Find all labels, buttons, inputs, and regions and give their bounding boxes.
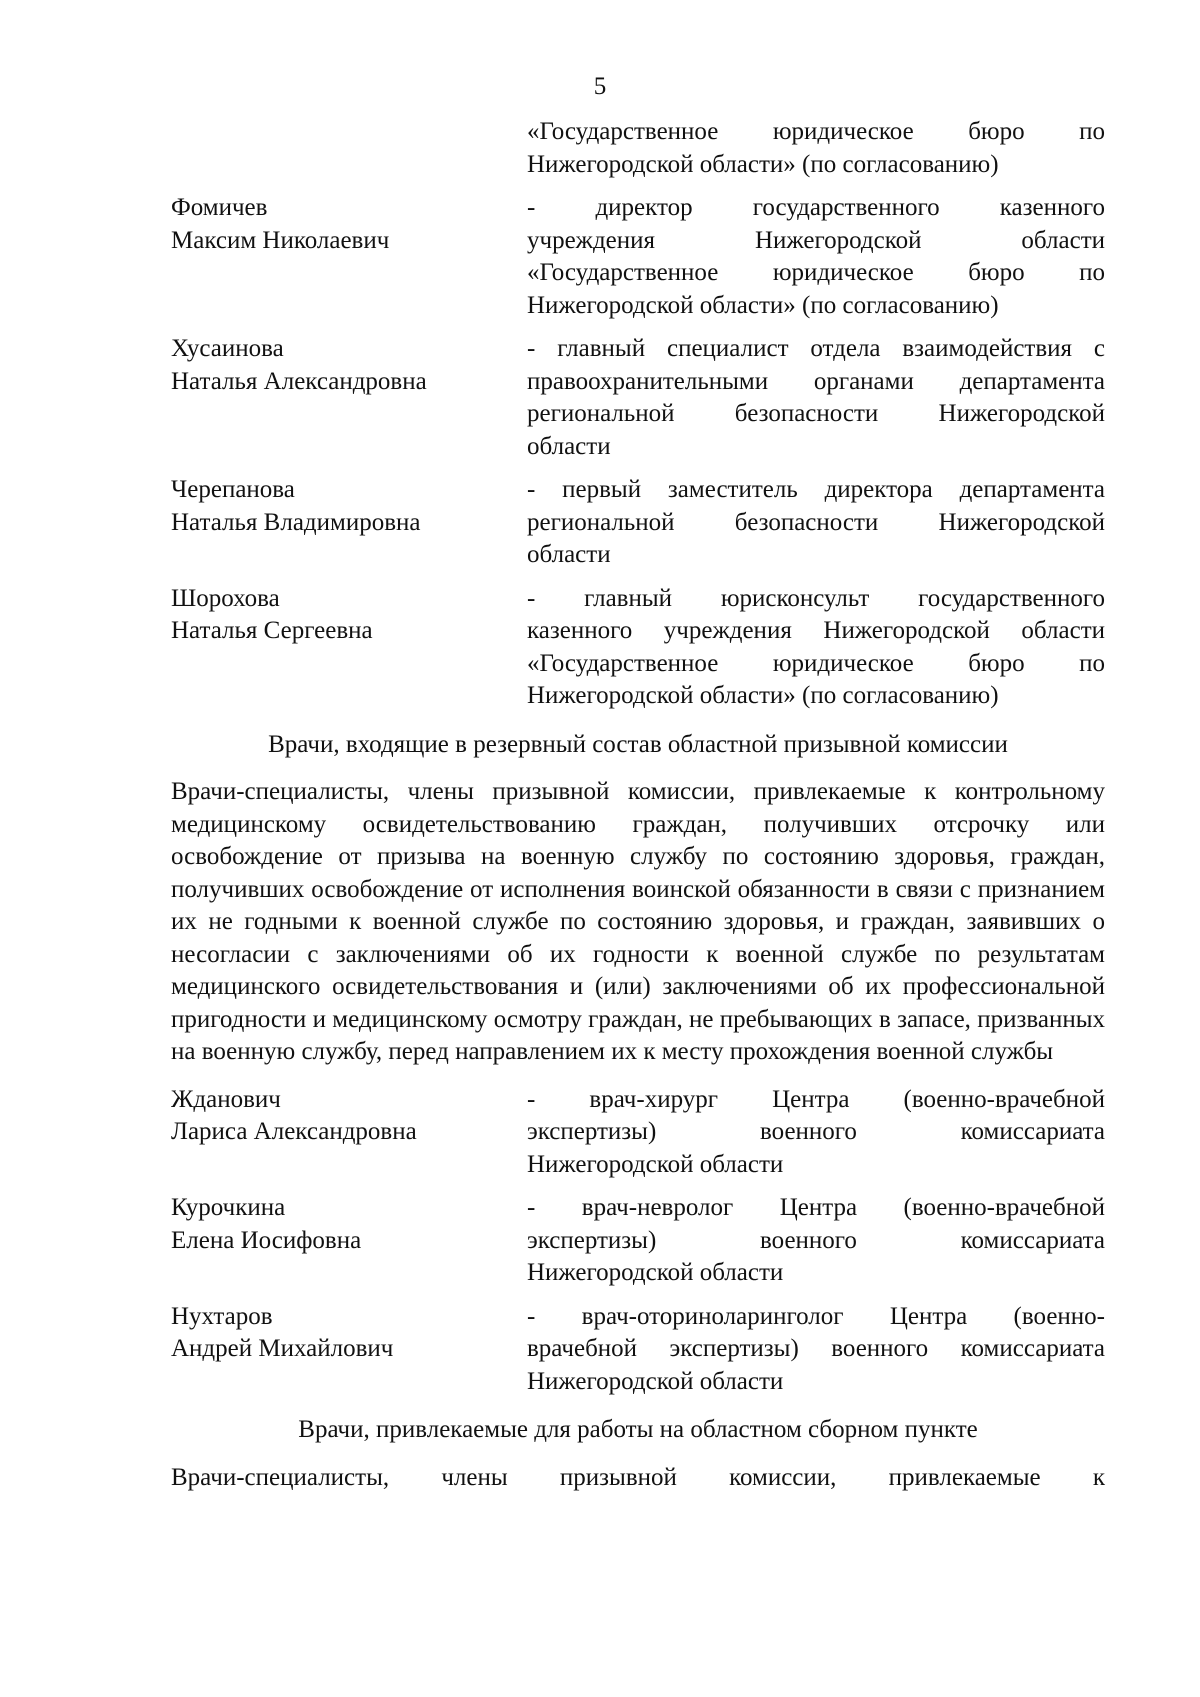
member-role [527, 333, 1105, 463]
member-role [527, 192, 1105, 322]
role-line: Нижегородской области» (по согласованию) [527, 682, 999, 709]
member-name [171, 474, 527, 572]
member-role [527, 1301, 1105, 1399]
member-name [171, 583, 527, 713]
role-line: региональной безопасности Нижегородской [527, 508, 1105, 536]
continued-entry [171, 116, 1105, 181]
role-line: - главный юрисконсульт государственного [527, 584, 1105, 612]
member-name [171, 1084, 527, 1182]
member-surname: Фомичев [171, 194, 268, 221]
member-given-name: Наталья Александровна [171, 367, 427, 395]
section-heading: Врачи, входящие в резервный состав областной призывной комиссии [268, 730, 1008, 758]
member-entry [171, 1084, 1105, 1182]
member-entry [171, 192, 1105, 322]
member-role [527, 1084, 1105, 1182]
member-given-name: Лариса Александровна [171, 1118, 417, 1145]
role-line: - врач-хирург Центра (военно-врачебной [527, 1085, 1105, 1113]
member-given-name: Елена Иосифовна [171, 1226, 362, 1254]
role-line: экспертизы) военного комиссариата [527, 1118, 1105, 1145]
role-line: - первый заместитель директора департамента [527, 476, 1105, 503]
role-line: Нижегородской области [527, 1150, 784, 1178]
member-surname: Нухтаров [171, 1302, 273, 1330]
member-surname: Шорохова [171, 584, 280, 612]
member-entry [171, 474, 1105, 572]
member-entry [171, 1301, 1105, 1399]
member-surname: Жданович [171, 1085, 281, 1113]
member-given-name: Андрей Михайлович [171, 1335, 394, 1362]
member-role [527, 474, 1105, 572]
role-line: области [527, 541, 611, 568]
role-line: региональной безопасности Нижегородской [527, 400, 1105, 427]
section-paragraph: Врачи-специалисты, члены призывной комиссии, привлекаемые к контрольному медицинскому освидетельствованию граждан, получивших отсрочку или освобождение от призыва на военную службу по состоянию здоровья, граждан, получивших освобождение от исполнения воинской обязанности в связи с признанием их не годными к военной службе по состоянию здоровья, и граждан, заявивших о несогласии с заключениями об их годности к военной службе по результатам медицинского освидетельствования и (или) заключениями об их профессиональной пригодности и медицинскому осмотру граждан, не пребывающих в запасе, призванных на военную службу, перед направлением их к месту прохождения военной службы [171, 778, 1105, 1065]
member-entry [171, 333, 1105, 463]
paragraph-line: Врачи-специалисты, члены призывной комиссии, привлекаемые к [171, 1463, 1105, 1491]
role-line: «Государственное юридическое бюро по [527, 118, 1105, 145]
member-entry [171, 1192, 1105, 1290]
role-line: Нижегородской области [527, 1367, 784, 1395]
role-line: Нижегородской области [527, 1259, 784, 1286]
member-entry [171, 583, 1105, 713]
role-line: казенного учреждения Нижегородской области [527, 617, 1105, 644]
role-line: Нижегородской области» (по согласованию) [527, 291, 999, 319]
role-line: правоохранительными органами департамента [527, 367, 1105, 395]
member-surname: Хусаинова [171, 335, 284, 362]
role-line: - главный специалист отдела взаимодействия с [527, 335, 1105, 362]
role-line: «Государственное юридическое бюро по [527, 259, 1105, 286]
role-line: экспертизы) военного комиссариата [527, 1226, 1105, 1254]
section-heading: Врачи, привлекаемые для работы на областном сборном пункте [298, 1416, 978, 1443]
member-given-name: Максим Николаевич [171, 226, 390, 254]
page-number: 5 [593, 73, 607, 100]
role-line: «Государственное юридическое бюро по [527, 649, 1105, 677]
member-name [171, 192, 527, 322]
member-name [171, 1301, 527, 1399]
section-paragraph [171, 1462, 1105, 1495]
role-line: - врач-оториноларинголог Центра (военно- [527, 1302, 1105, 1330]
member-name [171, 333, 527, 463]
role-line: области [527, 432, 611, 460]
role-line: - директор государственного казенного [527, 194, 1105, 221]
member-given-name: Наталья Владимировна [171, 508, 421, 536]
role-line: Нижегородской области» (по согласованию) [527, 150, 999, 178]
member-name [171, 1192, 527, 1290]
member-role [527, 1192, 1105, 1290]
member-surname: Черепанова [171, 476, 295, 503]
role-line: учреждения Нижегородской области [527, 226, 1105, 254]
member-role [527, 583, 1105, 713]
role-line: врачебной экспертизы) военного комиссариата [527, 1335, 1105, 1362]
role-line: - врач-невролог Центра (военно-врачебной [527, 1194, 1105, 1221]
member-given-name: Наталья Сергеевна [171, 617, 373, 644]
document-body [171, 116, 1105, 1494]
continued-role [527, 116, 1105, 181]
member-surname: Курочкина [171, 1194, 286, 1221]
